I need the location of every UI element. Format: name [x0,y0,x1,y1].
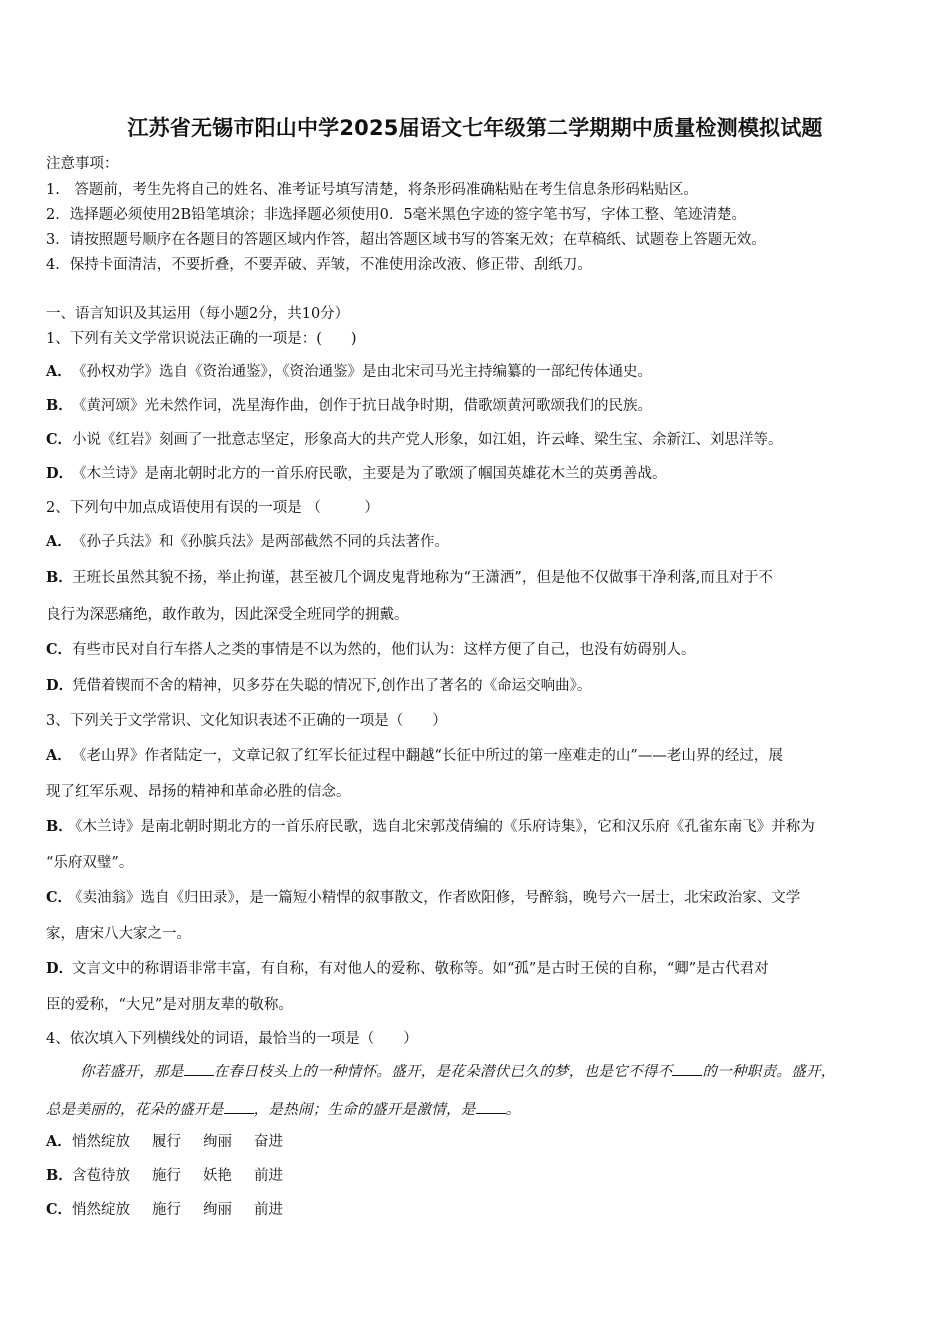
option-text: 《卖油翁》选自《归田录》，是一篇短小精悍的叙事散文，作者欧阳修，号醉翁，晚号六一居士，北宋政治家、文学 [68,890,801,906]
option-label: B． [46,818,73,835]
option-word: 前进 [254,1168,283,1184]
option-word: 绚丽 [203,1134,232,1150]
option-word: 前进 [254,1202,283,1218]
option-label: B． [46,397,73,414]
passage-text: 。 [505,1102,521,1118]
question-1-option-c [46,428,783,449]
passage-text: 在春日枝头上的一种情怀。盛开，是花朵潜伏已久的梦，也是它不得不 [213,1064,673,1080]
question-3-option-d [46,957,769,978]
option-word: 施行 [152,1202,181,1218]
option-label: B． [46,1167,73,1184]
option-label: C． [46,889,73,906]
option-word: 含苞待放 [72,1168,130,1184]
option-word: 悄然绽放 [72,1134,130,1150]
question-2-option-d [46,674,591,695]
question-4-passage-line-2 [46,1098,520,1119]
option-label: A． [46,533,72,550]
notice-item-3: 3．请按照题号顺序在各题目的答题区域内作答，超出答题区域书写的答案无效；在草稿纸、试题卷上答题无效。 [46,232,766,248]
option-text: 《黄河颂》光未然作词，冼星海作曲，创作于抗日战争时期，借歌颂黄河歌颂我们的民族。 [72,398,652,414]
option-text: 文言文中的称谓语非常丰富，有自称，有对他人的爱称、敬称等。如“孤”是古时王侯的自称，“卿”是古代君对 [72,961,769,977]
question-1-option-a [46,360,652,381]
question-2-option-b [46,566,773,587]
notice-heading: 注意事项： [46,156,119,172]
option-text: 小说《红岩》刻画了一批意志坚定，形象高大的共产党人形象，如江姐，许云峰、梁生宝、余新江、刘思洋等。 [72,432,783,448]
question-3-option-c-cont: 家，唐宋八大家之一。 [46,926,191,942]
option-label: A． [46,1133,72,1150]
option-word: 履行 [152,1134,181,1150]
question-3-option-a [46,744,783,765]
question-3-option-b-cont: “乐府双璧”。 [46,855,134,871]
question-4-passage-line-1 [80,1060,836,1081]
question-1-stem: 1、下列有关文学常识说法正确的一项是：( ) [46,331,357,347]
fill-blank-1 [184,1063,214,1076]
question-2-option-b-cont: 良行为深恶痛绝，敢作敢为，因此深受全班同学的拥戴。 [46,607,409,623]
question-1-option-b [46,394,652,415]
question-4-option-b [46,1164,305,1185]
question-3-option-a-cont: 现了红军乐观、昂扬的精神和革命必胜的信念。 [46,784,351,800]
fill-blank-4 [476,1101,506,1114]
option-text: 《老山界》作者陆定一，文章记叙了红军长征过程中翻越“长征中所过的第一座难走的山”——老山界的经过，展 [72,748,783,764]
question-2-stem: 2、下列句中加点成语使用有误的一项是 （ ） [46,500,379,516]
question-2-option-c [46,638,696,659]
passage-text: 你若盛开，那是 [80,1064,184,1080]
option-word: 绚丽 [203,1202,232,1218]
question-3-stem: 3、下列关于文学常识、文化知识表述不正确的一项是（ ） [46,713,447,729]
option-label: C． [46,431,73,448]
fill-blank-2 [672,1063,702,1076]
option-word: 奋进 [254,1134,283,1150]
notice-item-4: 4．保持卡面清洁，不要折叠，不要弄破、弄皱，不准使用涂改液、修正带、刮纸刀。 [46,257,592,273]
question-4-stem: 4、依次填入下列横线处的词语，最恰当的一项是（ ） [46,1031,418,1047]
question-1-option-d [46,462,667,483]
option-label: D． [46,960,74,977]
question-3-option-c [46,886,800,907]
notice-item-2: 2．选择题必须使用2B铅笔填涂；非选择题必须使用0．5毫米黑色字迹的签字笔书写，字体工整、笔迹清楚。 [46,207,747,223]
option-text: 《木兰诗》是南北朝时北方的一首乐府民歌，主要是为了歌颂了帼国英雄花木兰的英勇善战。 [72,466,667,482]
option-word: 施行 [152,1168,181,1184]
question-3-option-d-cont: 臣的爱称，“大兄”是对朋友辈的敬称。 [46,997,293,1013]
passage-text: 的一种职责。盛开， [702,1064,836,1080]
question-4-option-a [46,1130,305,1151]
notice-item-1: 1. 答题前，考生先将自己的姓名、准考证号填写清楚，将条形码准确粘贴在考生信息条形码粘贴区。 [46,182,698,198]
option-text: 《木兰诗》是南北朝时期北方的一首乐府民歌，选自北宋郭茂倩编的《乐府诗集》，它和汉乐府《孔雀东南飞》并称为 [68,819,815,835]
option-text: 王班长虽然其貌不扬，举止拘谨，甚至被几个调皮鬼背地称为“王潇洒”，但是他不仅做事干净利落,而且对于不 [72,570,773,586]
option-label: D． [46,677,74,694]
option-label: B． [46,569,73,586]
option-label: C． [46,641,73,658]
question-2-option-a [46,530,449,551]
passage-text: 总是美丽的，花朵的盛开是 [46,1102,224,1118]
section-heading: 一、语言知识及其运用（每小题2分，共10分） [46,306,350,322]
option-word: 妖艳 [203,1168,232,1184]
option-label: A． [46,363,72,380]
option-text: 《孙子兵法》和《孙膑兵法》是两部截然不同的兵法著作。 [72,534,449,550]
option-text: 有些市民对自行车搭人之类的事情是不以为然的，他们认为：这样方便了自己，也没有妨碍别人。 [72,642,696,658]
option-label: A． [46,747,72,764]
question-3-option-b [46,815,815,836]
option-text: 《孙权劝学》选自《资治通鉴》，《资治通鉴》是由北宋司马光主持编纂的一部纪传体通史。 [72,364,652,380]
passage-text: ，是热闹；生命的盛开是激情，是 [253,1102,476,1118]
option-label: D． [46,465,74,482]
option-word: 悄然绽放 [72,1202,130,1218]
option-label: C． [46,1201,73,1218]
question-4-option-c [46,1198,305,1219]
option-text: 凭借着锲而不舍的精神，贝多芬在失聪的情况下,创作出了著名的《命运交响曲》。 [72,678,592,694]
fill-blank-3 [224,1101,254,1114]
page-title: 江苏省无锡市阳山中学2025届语文七年级第二学期期中质量检测模拟试题 [127,116,823,140]
